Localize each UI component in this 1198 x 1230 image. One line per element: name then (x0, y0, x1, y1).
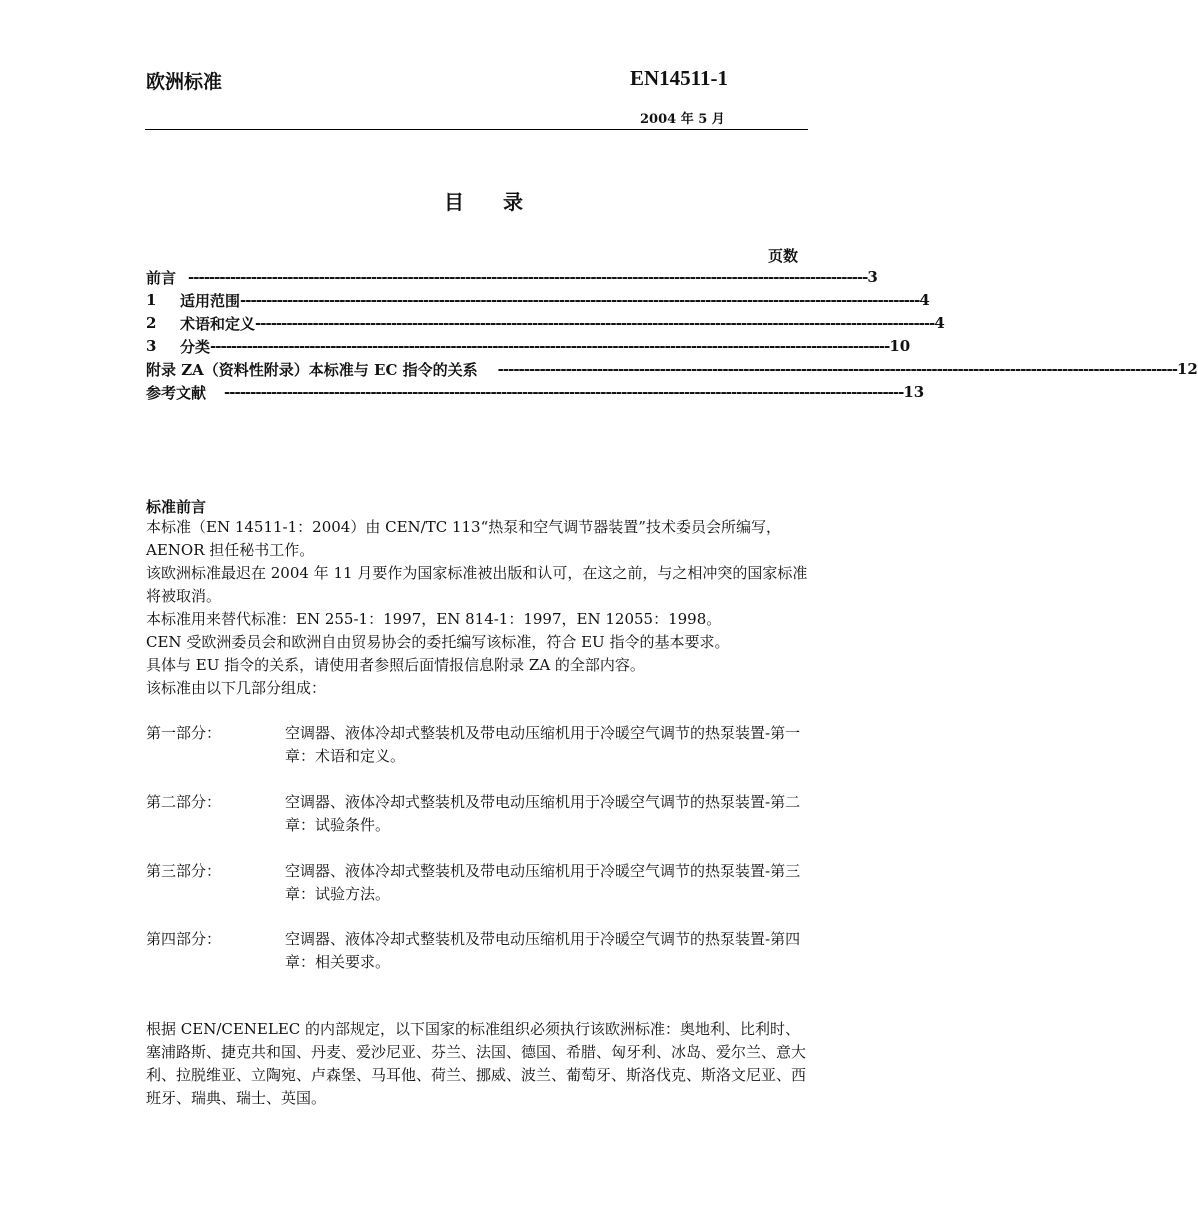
part-label: 第一部分： (146, 724, 222, 742)
toc-entry-label: 适用范围 (180, 291, 241, 310)
toc-entry-page: 3 (867, 268, 878, 286)
part-description: 空调器、液体冷却式整装机及带电动压缩机用于冷暖空气调节的热泵装置-第三章：试验方法。 (285, 862, 801, 903)
foreword-paragraph: 该标准由以下几部分组成： (146, 679, 327, 697)
toc-leader-dots: ---------------------------------------------------------------------------------------------------------------------------------- (188, 268, 868, 286)
part-description: 空调器、液体冷却式整装机及带电动压缩机用于冷暖空气调节的热泵装置-第四章：相关要求。 (285, 930, 801, 971)
header-divider (145, 129, 808, 130)
toc-leader-dots: ---------------------------------------------------------------------------------------------------------------------------------- (210, 337, 890, 355)
part-description: 空调器、液体冷却式整装机及带电动压缩机用于冷暖空气调节的热泵装置-第一章：术语和定义。 (285, 724, 801, 765)
foreword-title: 标准前言 (146, 498, 207, 516)
publication-date: 2004 年 5 月 (640, 112, 725, 127)
toc-entry-bibliography[interactable] (146, 381, 925, 403)
toc-leader-dots: ---------------------------------------------------------------------------------------------------------------------------------- (255, 314, 935, 332)
document-category: 欧洲标准 (146, 71, 223, 93)
toc-entry-label: 分类 (180, 337, 211, 356)
toc-entry-classification[interactable] (146, 335, 911, 357)
standard-number: EN14511-1 (630, 66, 729, 90)
part-label: 第二部分： (146, 793, 222, 811)
toc-entry-page: 4 (934, 314, 945, 332)
toc-entry-number: 3 (146, 337, 157, 355)
toc-entry-number: 1 (146, 291, 157, 309)
toc-leader-dots: ---------------------------------------------------------------------------------------------------------------------------------- (497, 360, 1177, 378)
toc-entry-page: 12 (1176, 360, 1198, 378)
foreword-paragraph: CEN 受欧洲委员会和欧洲自由贸易协会的委托编写该标准，符合 EU 指令的基本要求。 (146, 633, 730, 651)
toc-entry-foreword[interactable] (146, 266, 878, 288)
foreword-paragraph: 本标准（EN 14511-1：2004）由 CEN/TC 113“热泵和空气调节器装置”技术委员会所编写，AENOR 担任秘书工作。 (146, 518, 781, 559)
toc-entry-label: 参考文献 (146, 383, 207, 402)
part-label: 第四部分： (146, 930, 222, 948)
toc-entry-label: 前言 (146, 268, 177, 287)
member-countries-paragraph: 根据 CEN/CENELEC 的内部规定，以下国家的标准组织必须执行该欧洲标准：奥地利、比利时、塞浦路斯、捷克共和国、丹麦、爱沙尼亚、芬兰、法国、德国、希腊、匈牙利、冰岛、爱尔兰、意大利、拉脱维亚、立陶宛、卢森堡、马耳他、荷兰、挪威、波兰、葡萄牙、斯洛伐克、斯洛文尼亚、西班牙、瑞典、瑞士、英国。 (146, 1020, 807, 1107)
toc-entry-annex-za[interactable] (146, 358, 1198, 380)
toc-entry-scope[interactable] (146, 289, 930, 311)
foreword-paragraph: 本标准用来替代标准：EN 255-1：1997，EN 814-1：1997，EN 12055：1998。 (146, 610, 722, 628)
foreword-paragraph: 该欧洲标准最迟在 2004 年 11 月要作为国家标准被出版和认可，在这之前，与之相冲突的国家标准将被取消。 (146, 564, 808, 605)
toc-leader-dots: ---------------------------------------------------------------------------------------------------------------------------------- (240, 291, 920, 309)
foreword-paragraph: 具体与 EU 指令的关系，请使用者参照后面情报信息附录 ZA 的全部内容。 (146, 656, 645, 674)
part-description: 空调器、液体冷却式整装机及带电动压缩机用于冷暖空气调节的热泵装置-第二章：试验条件。 (285, 793, 801, 834)
toc-entry-label: 术语和定义 (180, 314, 256, 333)
toc-entry-page: 10 (889, 337, 911, 355)
toc-entry-page: 4 (919, 291, 930, 309)
toc-leader-dots: ---------------------------------------------------------------------------------------------------------------------------------- (224, 383, 904, 401)
toc-entry-label: 附录 ZA（资料性附录）本标准与 EC 指令的关系 (146, 360, 478, 379)
toc-page-column-label: 页数 (768, 247, 799, 265)
toc-entry-number: 2 (146, 314, 157, 332)
toc-title: 目 录 (444, 190, 539, 214)
toc-entry-terms[interactable] (146, 312, 945, 334)
part-label: 第三部分： (146, 862, 222, 880)
toc-entry-page: 13 (903, 383, 925, 401)
